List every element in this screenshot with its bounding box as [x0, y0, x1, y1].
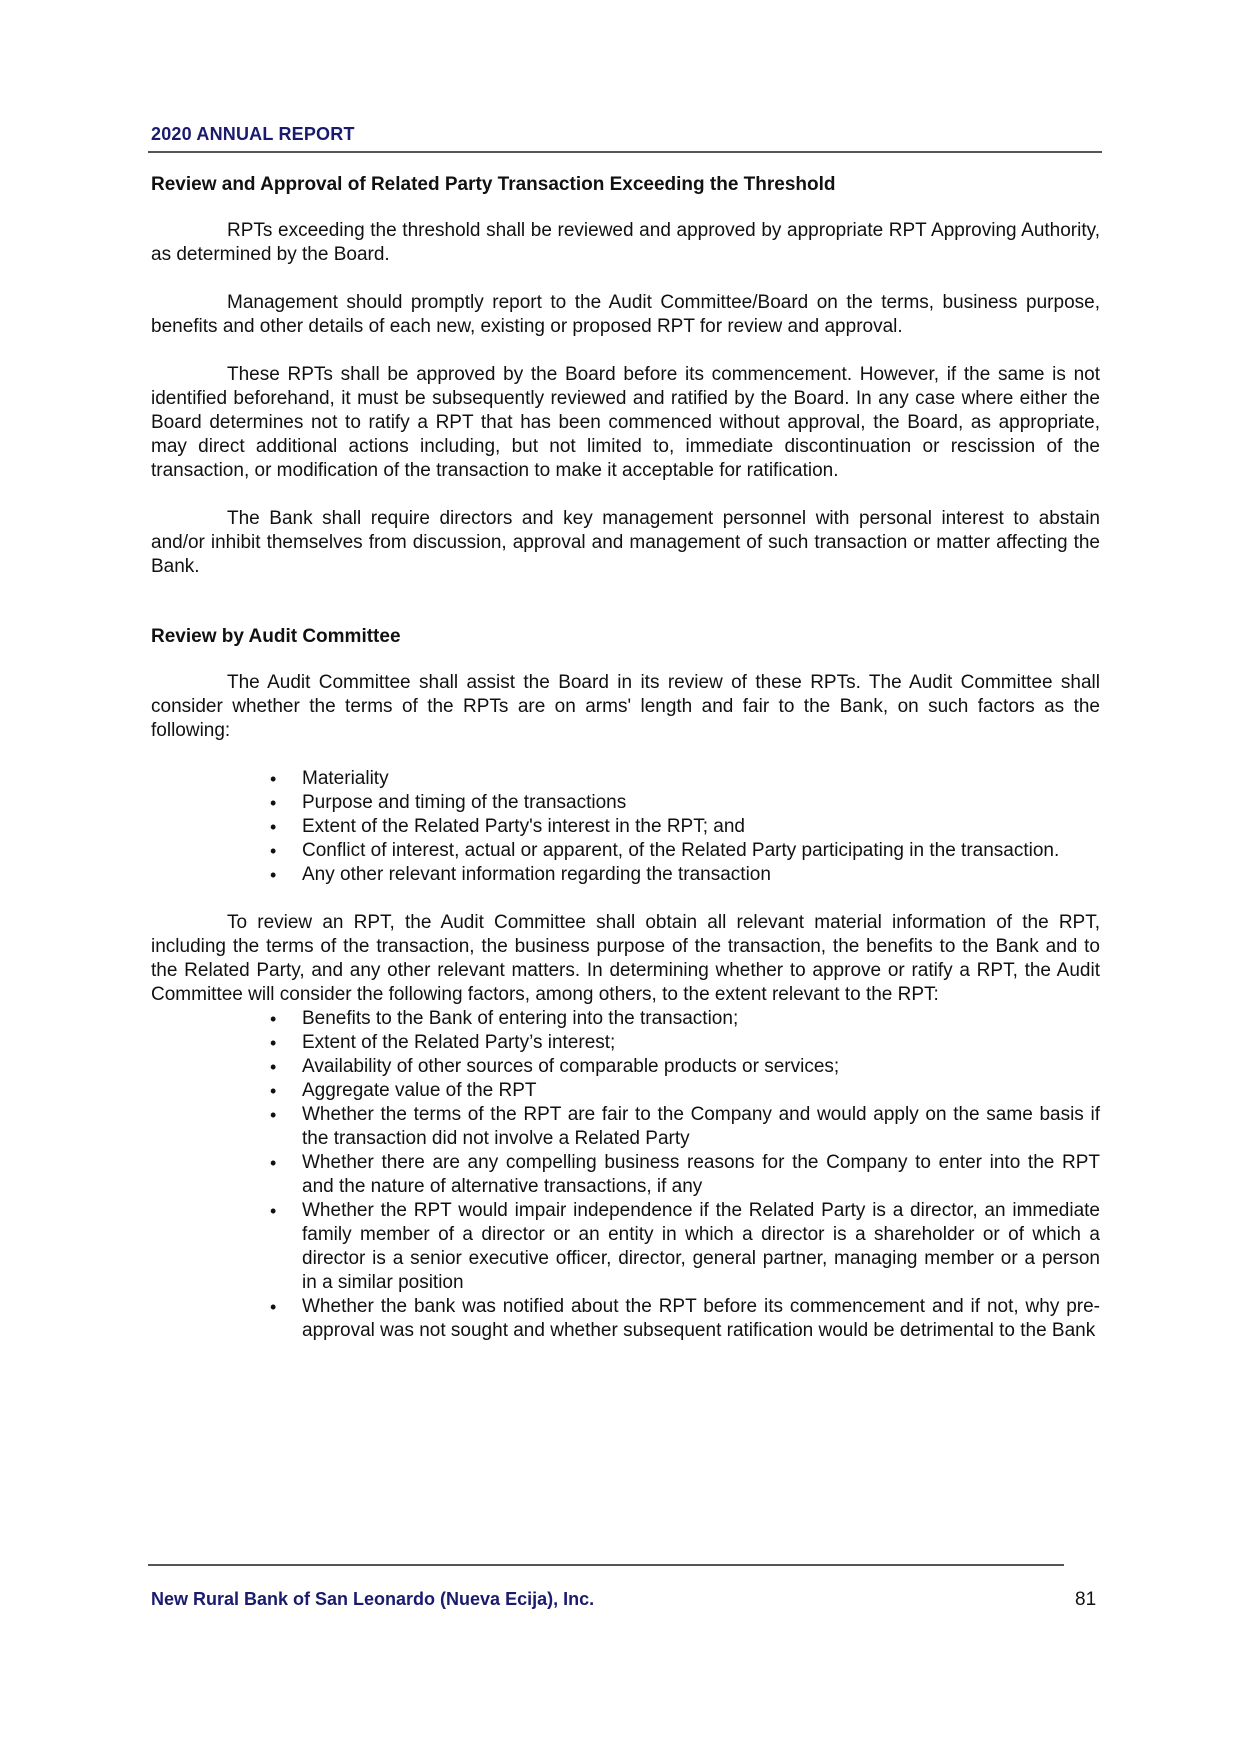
list-item: • Whether there are any compelling business reasons for the Company to enter into the RPT and the nature of alternative transactions, if any: [302, 1151, 1100, 1199]
list-item: • Benefits to the Bank of entering into the transaction;: [302, 1007, 1100, 1031]
paragraph: The Bank shall require directors and key management personnel with personal interest to abstain and/or inhibit themselves from discussion, approval and management of such transaction or matter affecting the Bank.: [151, 508, 1100, 577]
list-item: • Conflict of interest, actual or apparent, of the Related Party participating in the transaction.: [302, 839, 1100, 863]
list-item: • Aggregate value of the RPT: [302, 1079, 1100, 1103]
list-item: • Whether the bank was notified about the RPT before its commencement and if not, why pre-approval was not sought and whether subsequent ratification would be detrimental to the Bank: [302, 1295, 1100, 1343]
factors-list: [151, 767, 1100, 887]
list-item: • Extent of the Related Party's interest in the RPT; and: [302, 815, 1100, 839]
paragraph: The Audit Committee shall assist the Board in its review of these RPTs. The Audit Committee shall consider whether the terms of the RPTs are on arms' length and fair to the Bank, on such factors as the following:: [151, 672, 1100, 741]
paragraph: These RPTs shall be approved by the Board before its commencement. However, if the same is not identified beforehand, it must be subsequently reviewed and ratified by the Board. In any case where either the Board determines not to ratify a RPT that has been commenced without approval, the Board, as appropriate, may direct additional actions including, but not limited to, immediate discontinuation or rescission of the transaction, or modification of the transaction to make it acceptable for ratification.: [151, 364, 1100, 481]
page-content: [151, 173, 1100, 1343]
page-number: 81: [1075, 1589, 1097, 1610]
considerations-list: [151, 1007, 1100, 1343]
list-item: • Any other relevant information regarding the transaction: [302, 863, 1100, 887]
list-item: • Whether the terms of the RPT are fair to the Company and would apply on the same basis if the transaction did not involve a Related Party: [302, 1103, 1100, 1151]
section-heading-approval: Review and Approval of Related Party Transaction Exceeding the Threshold: [151, 174, 836, 195]
list-item: • Purpose and timing of the transactions: [302, 791, 1100, 815]
footer-organization: New Rural Bank of San Leonardo (Nueva Ecija), Inc.: [151, 1589, 595, 1609]
paragraph: To review an RPT, the Audit Committee shall obtain all relevant material information of the RPT, including the terms of the transaction, the business purpose of the transaction, the benefits to the Bank and to the Related Party, and any other relevant matters. In determining whether to approve or ratify a RPT, the Audit Committee will consider the following factors, among others, to the extent relevant to the RPT:: [151, 912, 1100, 1005]
list-item: • Materiality: [302, 767, 1100, 791]
list-item: • Whether the RPT would impair independence if the Related Party is a director, an immediate family member of a director or an entity in which a director is a shareholder or of which a director is a senior executive officer, director, general partner, managing member or a person in a similar position: [302, 1199, 1100, 1295]
footer-rule: [148, 1564, 1064, 1566]
list-item: • Extent of the Related Party’s interest;: [302, 1031, 1100, 1055]
list-item: • Availability of other sources of comparable products or services;: [302, 1055, 1100, 1079]
paragraph: Management should promptly report to the Audit Committee/Board on the terms, business purpose, benefits and other details of each new, existing or proposed RPT for review and approval.: [151, 292, 1100, 337]
section-heading-audit-committee: Review by Audit Committee: [151, 626, 401, 647]
header-rule: [148, 151, 1102, 153]
running-header-title: 2020 ANNUAL REPORT: [151, 124, 355, 144]
paragraph: RPTs exceeding the threshold shall be reviewed and approved by appropriate RPT Approving Authority, as determined by the Board.: [151, 220, 1100, 265]
